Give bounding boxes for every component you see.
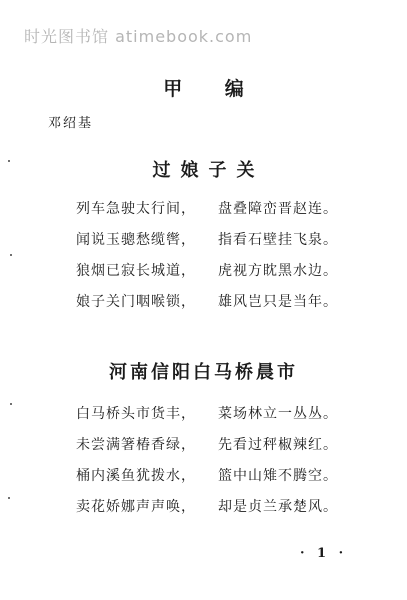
author-name: 邓绍基 (48, 116, 94, 131)
poem-line (0, 434, 407, 465)
poem-line (0, 465, 407, 496)
poem-line (0, 291, 407, 322)
poem-line-second-half: 菜场林立一丛丛。 (218, 406, 338, 422)
poem-line (0, 496, 407, 527)
poem-title-1: 过娘子关 (152, 160, 265, 181)
poem-line-first-half: 桶内溪鱼犹拨水， (76, 468, 196, 484)
poem-line-second-half: 指看石壁挂飞泉。 (218, 232, 338, 248)
poem-line-second-half: 先看过秤椒辣红。 (218, 437, 338, 453)
poem-line-second-half: 虎视方眈黑水边。 (218, 263, 338, 279)
poem-line-first-half: 闻说玉骢愁缆辔， (76, 232, 196, 248)
scan-speck (10, 403, 12, 405)
section-title: 甲 编 (163, 78, 262, 100)
poem-line-second-half: 盘叠障峦晋赵连。 (218, 201, 338, 217)
watermark: 时光图书馆 atimebook.com (24, 27, 253, 46)
poem-line-first-half: 白马桥头市货丰， (76, 406, 196, 422)
poem-line (0, 229, 407, 260)
scan-speck (10, 254, 12, 256)
poem-line-first-half: 未尝满箸椿香绿， (76, 437, 196, 453)
scan-speck (8, 497, 10, 499)
poem-line-first-half: 列车急驶太行间， (76, 201, 196, 217)
poem-line-second-half: 却是贞兰承楚风。 (218, 499, 338, 515)
page-number: · 1 · (300, 546, 348, 561)
poem-line-first-half: 娘子关门咽喉锁， (76, 294, 196, 310)
scan-speck (8, 160, 10, 162)
poem-line-first-half: 卖花娇娜声声唤， (76, 499, 196, 515)
poem-line (0, 260, 407, 291)
poem-1-body (0, 198, 407, 322)
poem-line-first-half: 狼烟已寂长城道， (76, 263, 196, 279)
poem-2-body (0, 403, 407, 527)
poem-title-2: 河南信阳白马桥晨市 (109, 362, 298, 383)
poem-line-second-half: 雄风岂只是当年。 (218, 294, 338, 310)
poem-line (0, 403, 407, 434)
poem-line-second-half: 篮中山雉不腾空。 (218, 468, 338, 484)
poem-line (0, 198, 407, 229)
